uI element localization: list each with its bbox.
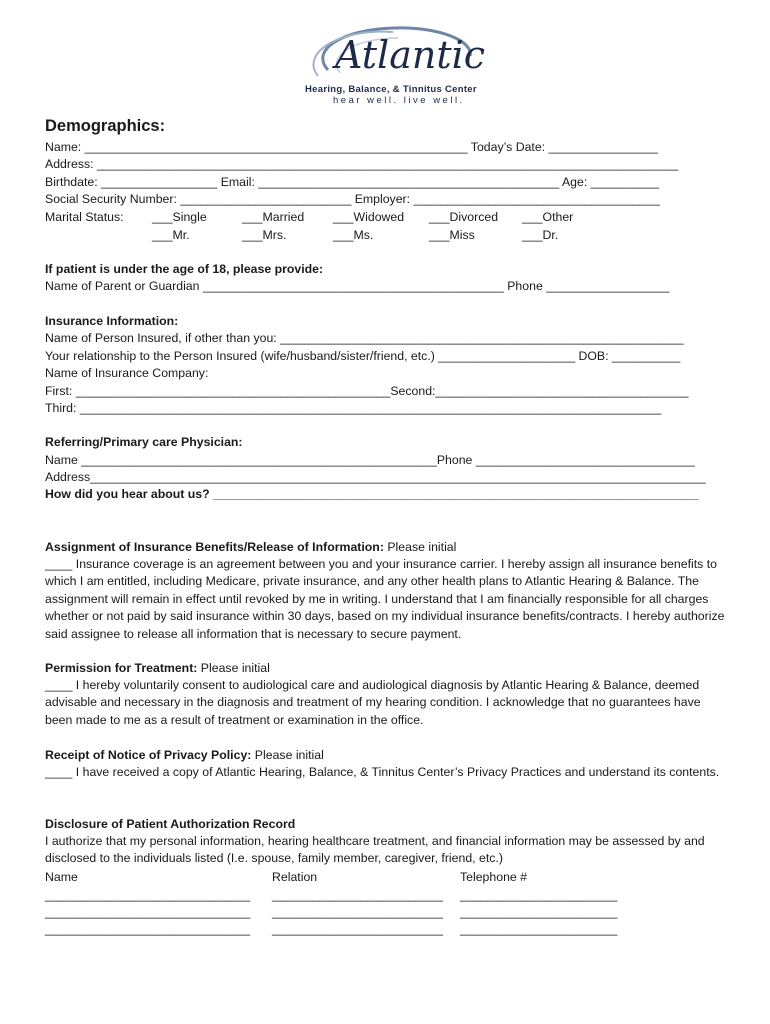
permission-heading-line xyxy=(45,660,270,677)
privacy-body: ____ I have received a copy of Atlantic Hearing, Balance, & Tinnitus Center’s Privacy Practices and understand its contents. xyxy=(45,765,720,779)
assignment-heading-line xyxy=(45,539,456,556)
assignment-heading: Assignment of Insurance Benefits/Release of Information: xyxy=(45,540,384,554)
logo-tagline: hear well. live well. xyxy=(333,95,465,106)
permission-body: ____ I hereby voluntarily consent to audiological care and audiological diagnosis by Atlantic Hearing & Balance, deemed advisable and necessary in the diagnosis and treatment of my hearing condition. I acknowledge that no guarantees have been made to me as a result of treatment or examination in the office. xyxy=(45,678,701,727)
title-option-ms[interactable]: ___Ms. xyxy=(333,228,374,242)
disclosure-col-phone: Telephone # xyxy=(460,870,528,884)
insurance-heading: Insurance Information: xyxy=(45,314,179,328)
ssn-employer-field[interactable]: Social Security Number: _________________________ Employer: ____________________________________ xyxy=(45,192,660,206)
marital-option-married[interactable]: ___Married xyxy=(242,210,305,224)
assignment-body: ____ Insurance coverage is an agreement between you and your insurance carrier. I hereby assign all insurance benefits to which I am entitled, including Medicare, private insurance, and any other health plans to Atlantic Hearing & Balance. The assignment will remain in effect until revoked by me in writing. I understand that I am financially responsible for all charges whether or not paid by said insurance within 30 days, based on my individual insurance benefits/contracts. I hereby authorize said assignee to release all information that is necessary to secure payment. xyxy=(45,557,725,641)
disclosure-relation-field[interactable]: _________________________ xyxy=(272,922,443,936)
guardian-phone-field[interactable]: Name of Parent or Guardian ____________________________________________ Phone __________________ xyxy=(45,279,670,293)
marital-option-divorced[interactable]: ___Divorced xyxy=(429,210,499,224)
address-field[interactable]: Address: _____________________________________________________________________________________ xyxy=(45,157,679,171)
disclosure-relation-field[interactable]: _________________________ xyxy=(272,888,443,902)
disclosure-phone-field[interactable]: _______________________ xyxy=(460,905,618,919)
title-option-miss[interactable]: ___Miss xyxy=(429,228,475,242)
minor-heading: If patient is under the age of 18, please provide: xyxy=(45,262,324,276)
demographics-heading: Demographics: xyxy=(45,117,166,135)
disclosure-heading: Disclosure of Patient Authorization Record xyxy=(45,817,296,831)
marital-status-label: Marital Status: xyxy=(45,210,124,224)
title-option-mrs[interactable]: ___Mrs. xyxy=(242,228,287,242)
permission-initial-label: Please initial xyxy=(197,661,270,675)
privacy-heading: Receipt of Notice of Privacy Policy: xyxy=(45,748,252,762)
insurance-third-field[interactable]: Third: _____________________________________________________________________________________ xyxy=(45,401,662,415)
disclosure-col-relation: Relation xyxy=(272,870,318,884)
assignment-initial-label: Please initial xyxy=(383,540,457,554)
insurance-first-second-field[interactable]: First: ______________________________________________Second:_____________________________________ xyxy=(45,384,689,398)
disclosure-phone-field[interactable]: _______________________ xyxy=(460,922,618,936)
person-insured-field[interactable]: Name of Person Insured, if other than you: ___________________________________________________________ xyxy=(45,331,684,345)
disclosure-name-field[interactable]: ______________________________ xyxy=(45,905,251,919)
physician-name-phone-field[interactable]: Name ____________________________________________________Phone ________________________________ xyxy=(45,453,695,467)
marital-option-widowed[interactable]: ___Widowed xyxy=(333,210,405,224)
disclosure-name-field[interactable]: ______________________________ xyxy=(45,922,251,936)
marital-option-single[interactable]: ___Single xyxy=(152,210,207,224)
disclosure-phone-field[interactable]: _______________________ xyxy=(460,888,618,902)
privacy-initial-label: Please initial xyxy=(251,748,324,762)
logo-subtitle: Hearing, Balance, & Tinnitus Center xyxy=(305,84,477,95)
permission-heading: Permission for Treatment: xyxy=(45,661,198,675)
name-date-field[interactable]: Name: ________________________________________________________ Today’s Date: ________________ xyxy=(45,140,658,154)
disclosure-col-name: Name xyxy=(45,870,78,884)
disclosure-body: I authorize that my personal information, hearing healthcare treatment, and financial information may be assessed by and disclosed to the individuals listed (I.e. spouse, family member, caregiver, friend, etc.) xyxy=(45,834,705,866)
physician-heading: Referring/Primary care Physician: xyxy=(45,435,243,449)
title-option-dr[interactable]: ___Dr. xyxy=(522,228,559,242)
marital-option-other[interactable]: ___Other xyxy=(522,210,574,224)
referral-source-field[interactable]: How did you hear about us? _______________________________________________________________________ xyxy=(45,487,699,501)
privacy-heading-line xyxy=(45,747,324,764)
birthdate-email-age-field[interactable]: Birthdate: _________________ Email: ____________________________________________ Age: __________ xyxy=(45,175,660,189)
insurance-company-label: Name of Insurance Company: xyxy=(45,366,209,380)
title-option-mr[interactable]: ___Mr. xyxy=(152,228,190,242)
disclosure-name-field[interactable]: ______________________________ xyxy=(45,888,251,902)
physician-address-field[interactable]: Address__________________________________________________________________________________________ xyxy=(45,470,706,484)
logo-brand: Atlantic xyxy=(335,33,486,77)
disclosure-relation-field[interactable]: _________________________ xyxy=(272,905,443,919)
relationship-dob-field[interactable]: Your relationship to the Person Insured (wife/husband/sister/friend, etc.) ____________________ DOB: __________ xyxy=(45,349,681,363)
